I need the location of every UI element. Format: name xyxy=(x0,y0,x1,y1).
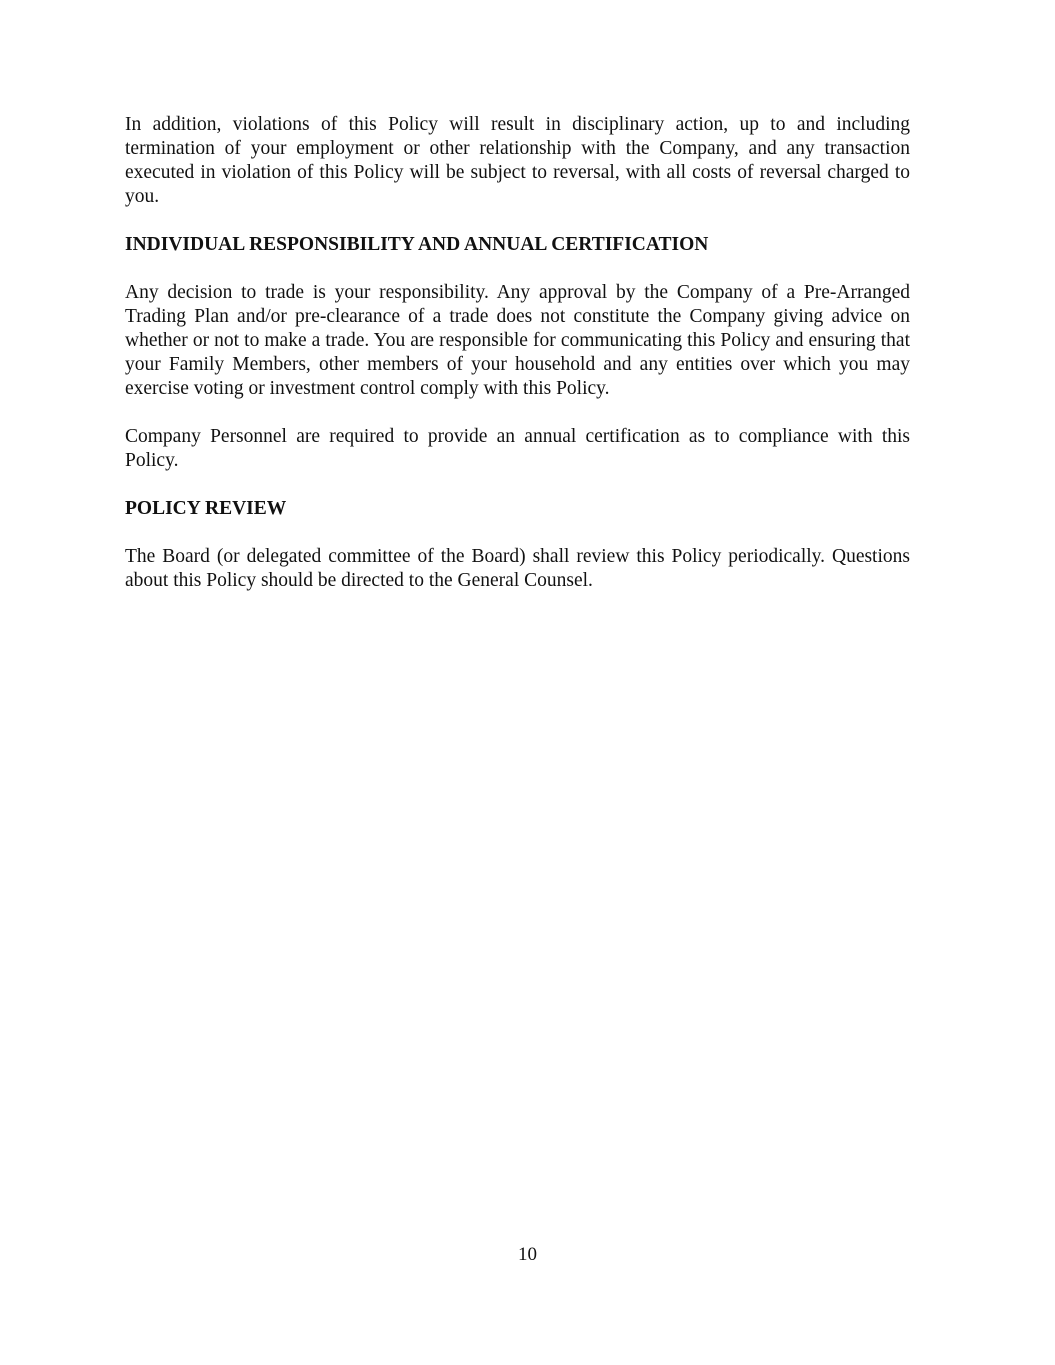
paragraph-board-review: The Board (or delegated committee of the Board) shall review this Policy periodically. Questions about this Policy should be directed to the General Counsel. xyxy=(125,546,910,591)
paragraph-annual-certification: Company Personnel are required to provide an annual certification as to compliance with this Policy. xyxy=(125,426,910,471)
section-heading-individual-responsibility: INDIVIDUAL RESPONSIBILITY AND ANNUAL CERTIFICATION xyxy=(125,234,709,255)
document-content xyxy=(125,113,910,593)
paragraph-decision-to-trade: Any decision to trade is your responsibility. Any approval by the Company of a Pre-Arranged Trading Plan and/or pre-clearance of a trade does not constitute the Company giving advice on whether or not to make a trade. You are responsible for communicating this Policy and ensuring that your Family Members, other members of your household and any entities over which you may exercise voting or investment control comply with this Policy. xyxy=(125,282,910,399)
paragraph-violations: In addition, violations of this Policy will result in disciplinary action, up to and including termination of your employment or other relationship with the Company, and any transaction executed in violation of this Policy will be subject to reversal, with all costs of reversal charged to you. xyxy=(125,114,910,207)
section-heading-policy-review: POLICY REVIEW xyxy=(125,498,287,519)
page-number: 10 xyxy=(518,1244,537,1265)
